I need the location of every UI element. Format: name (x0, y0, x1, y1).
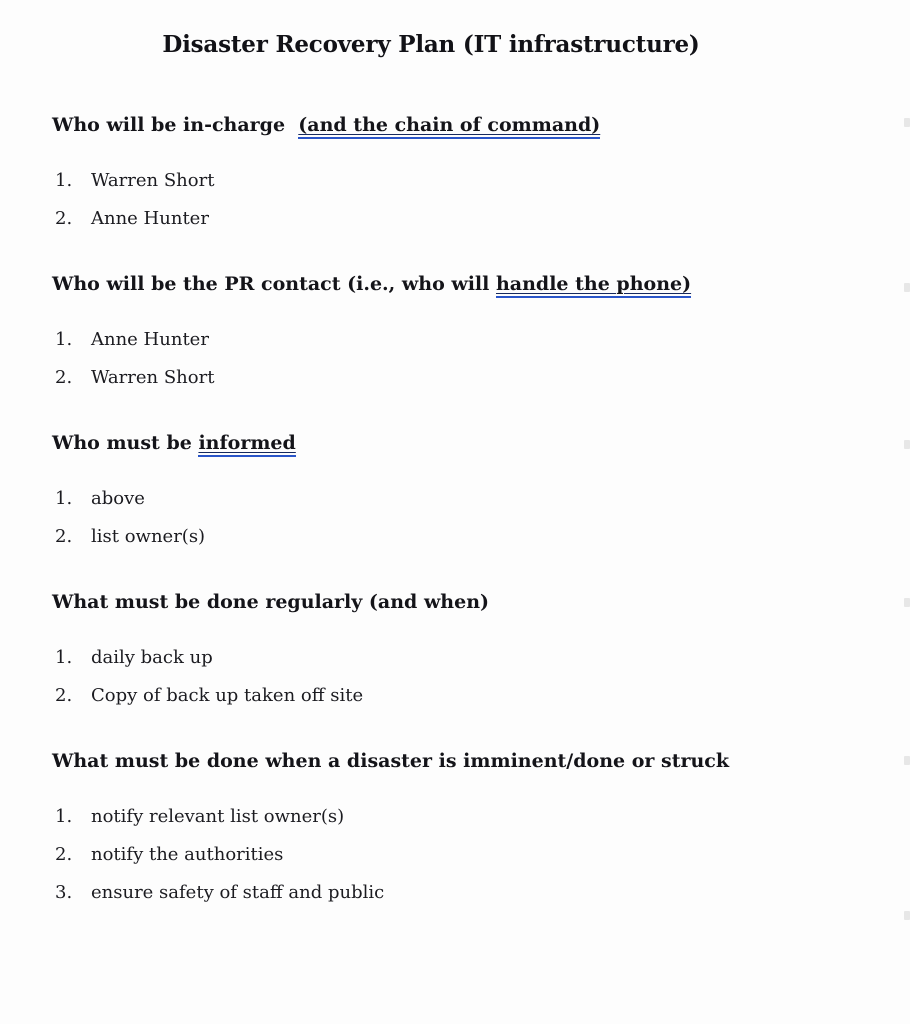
scan-artifact (904, 440, 910, 449)
item-text: list owner(s) (91, 526, 206, 547)
item-text: Warren Short (91, 170, 215, 191)
item-number: 2. (55, 844, 73, 865)
item-number: 3. (55, 882, 73, 903)
item-text: Anne Hunter (91, 329, 209, 350)
item-number: 2. (55, 685, 73, 706)
item-number: 2. (55, 208, 73, 229)
scan-artifact (904, 756, 910, 765)
heading-text: Who will be the PR contact (i.e., who will (52, 273, 496, 295)
numbered-list (52, 804, 850, 905)
section-heading (52, 430, 850, 456)
list-item (55, 842, 850, 867)
item-text: Copy of back up taken off site (91, 685, 364, 706)
list-item (55, 486, 850, 511)
section-pr-contact (52, 271, 850, 390)
heading-link[interactable]: (and the chain of command) (298, 114, 600, 139)
list-item (55, 524, 850, 549)
heading-text: What must be done regularly (and when) (52, 591, 490, 613)
section-informed (52, 430, 850, 549)
section-done-regularly (52, 589, 850, 708)
item-text: above (91, 488, 145, 509)
section-heading (52, 589, 850, 615)
scan-artifact (904, 598, 910, 607)
section-heading (52, 112, 850, 138)
section-in-charge (52, 112, 850, 231)
item-number: 2. (55, 526, 73, 547)
item-text: ensure safety of staff and public (91, 882, 385, 903)
numbered-list (52, 168, 850, 231)
scan-artifact (904, 118, 910, 127)
heading-link[interactable]: informed (198, 432, 295, 457)
scan-artifact (904, 911, 910, 920)
item-text: notify relevant list owner(s) (91, 806, 345, 827)
section-heading (52, 748, 850, 774)
item-text: Warren Short (91, 367, 215, 388)
list-item (55, 168, 850, 193)
document-title: Disaster Recovery Plan (IT infrastructure) (162, 31, 700, 58)
item-number: 1. (55, 806, 73, 827)
heading-text: Who will be in-charge (52, 114, 299, 136)
numbered-list (52, 645, 850, 708)
numbered-list (52, 486, 850, 549)
scan-artifact (904, 283, 910, 292)
heading-link[interactable]: handle the phone) (496, 273, 691, 298)
section-disaster-imminent (52, 748, 850, 905)
item-text: daily back up (91, 647, 213, 668)
list-item (55, 206, 850, 231)
heading-text: Who must be (52, 432, 199, 454)
item-number: 2. (55, 367, 73, 388)
list-item (55, 327, 850, 352)
item-number: 1. (55, 329, 73, 350)
item-number: 1. (55, 488, 73, 509)
list-item (55, 365, 850, 390)
numbered-list (52, 327, 850, 390)
list-item (55, 804, 850, 829)
heading-text: What must be done when a disaster is imminent/done or struck (52, 750, 730, 772)
list-item (55, 683, 850, 708)
item-text: Anne Hunter (91, 208, 209, 229)
item-number: 1. (55, 647, 73, 668)
list-item (55, 645, 850, 670)
item-text: notify the authorities (91, 844, 284, 865)
section-heading (52, 271, 850, 297)
list-item (55, 880, 850, 905)
item-number: 1. (55, 170, 73, 191)
